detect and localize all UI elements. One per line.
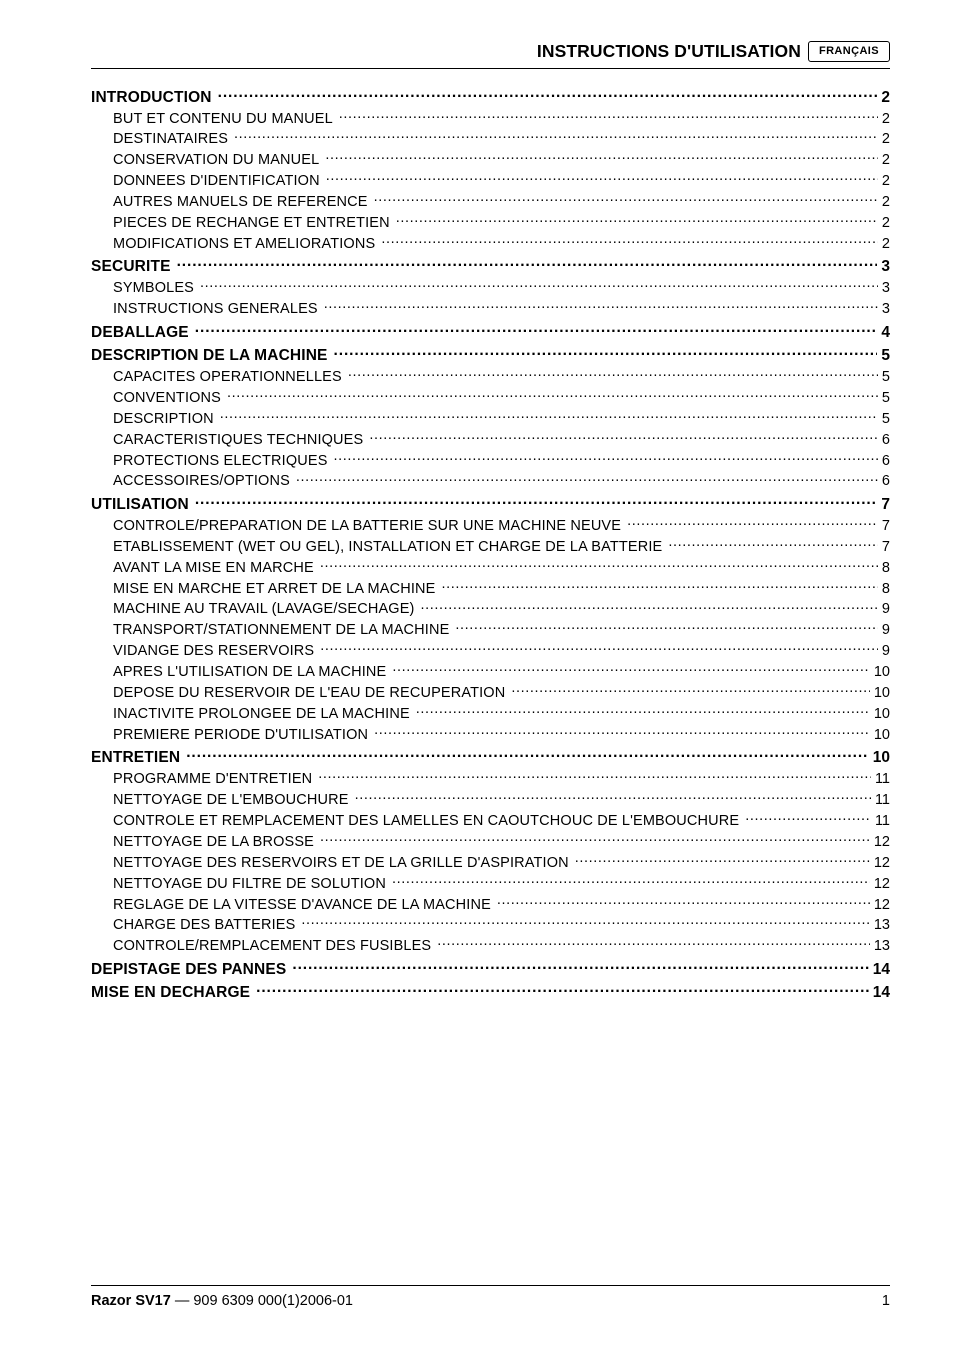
toc-section-entry: [91, 493, 890, 515]
toc-entry-label: DESTINATAIRES: [113, 131, 229, 148]
toc-entry-page: 10: [873, 664, 890, 681]
toc-subsection-entry: [91, 703, 890, 724]
toc-entry-label: DESCRIPTION DE LA MACHINE: [91, 347, 328, 365]
toc-dot-leader: [396, 212, 878, 227]
toc-entry-label: BUT ET CONTENU DU MANUEL: [113, 110, 333, 127]
table-of-contents: [91, 86, 890, 1004]
toc-dot-leader: [455, 620, 878, 635]
toc-entry-page: 8: [881, 580, 890, 597]
footer-page-number: 1: [881, 1293, 890, 1309]
toc-entry-page: 2: [881, 173, 890, 190]
toc-entry-label: CARACTERISTIQUES TECHNIQUES: [113, 431, 364, 448]
toc-entry-page: 3: [881, 258, 890, 276]
toc-subsection-entry: [91, 641, 890, 662]
toc-dot-leader: [374, 724, 870, 739]
toc-entry-page: 3: [881, 280, 890, 297]
toc-subsection-entry: [91, 408, 890, 429]
toc-section-entry: [91, 958, 890, 980]
toc-dot-leader: [497, 894, 870, 909]
toc-entry-page: 7: [881, 517, 890, 534]
toc-dot-leader: [392, 662, 870, 677]
toc-subsection-entry: [91, 150, 890, 171]
toc-entry-page: 2: [881, 194, 890, 211]
toc-dot-leader: [421, 599, 878, 614]
toc-entry-page: 9: [881, 643, 890, 660]
toc-entry-page: 6: [881, 452, 890, 469]
toc-subsection-entry: [91, 769, 890, 790]
toc-dot-leader: [320, 641, 878, 656]
toc-dot-leader: [511, 682, 870, 697]
toc-entry-label: PROGRAMME D'ENTRETIEN: [113, 771, 313, 788]
toc-entry-label: MODIFICATIONS ET AMELIORATIONS: [113, 235, 376, 252]
toc-dot-leader: [369, 429, 878, 444]
toc-subsection-entry: [91, 299, 890, 320]
toc-subsection-entry: [91, 278, 890, 299]
page-footer: [91, 1285, 890, 1310]
toc-entry-label: CONVENTIONS: [113, 389, 221, 406]
toc-subsection-entry: [91, 915, 890, 936]
toc-entry-label: CONSERVATION DU MANUEL: [113, 152, 320, 169]
toc-section-entry: [91, 256, 890, 278]
toc-dot-leader: [441, 578, 877, 593]
toc-dot-leader: [296, 471, 878, 486]
toc-dot-leader: [355, 790, 871, 805]
footer-document-id: [91, 1292, 353, 1310]
toc-entry-label: DESCRIPTION: [113, 410, 214, 427]
toc-subsection-entry: [91, 620, 890, 641]
toc-entry-page: 2: [881, 88, 890, 106]
toc-entry-label: CAPACITES OPERATIONNELLES: [113, 369, 342, 386]
toc-dot-leader: [325, 150, 878, 165]
toc-dot-leader: [292, 958, 868, 974]
toc-entry-label: PIECES DE RECHANGE ET ENTRETIEN: [113, 214, 390, 231]
toc-subsection-entry: [91, 873, 890, 894]
toc-dot-leader: [575, 852, 870, 867]
toc-entry-label: AVANT LA MISE EN MARCHE: [113, 559, 314, 576]
toc-dot-leader: [320, 557, 878, 572]
toc-entry-label: NETTOYAGE DU FILTRE DE SOLUTION: [113, 875, 386, 892]
toc-dot-leader: [218, 86, 878, 102]
toc-entry-page: 7: [881, 495, 890, 513]
toc-entry-label: SYMBOLES: [113, 280, 194, 297]
toc-subsection-entry: [91, 471, 890, 492]
footer-model: Razor SV17: [91, 1293, 171, 1309]
toc-entry-page: 5: [881, 389, 890, 406]
toc-dot-leader: [437, 936, 870, 951]
toc-subsection-entry: [91, 536, 890, 557]
toc-entry-label: INSTRUCTIONS GENERALES: [113, 301, 318, 318]
toc-entry-page: 10: [873, 726, 890, 743]
toc-entry-label: CHARGE DES BATTERIES: [113, 917, 296, 934]
toc-dot-leader: [668, 536, 878, 551]
toc-entry-label: DEPISTAGE DES PANNES: [91, 960, 287, 978]
toc-entry-label: MISE EN MARCHE ET ARRET DE LA MACHINE: [113, 580, 436, 597]
toc-entry-page: 2: [881, 110, 890, 127]
toc-subsection-entry: [91, 894, 890, 915]
toc-subsection-entry: [91, 515, 890, 536]
toc-entry-label: VIDANGE DES RESERVOIRS: [113, 643, 315, 660]
toc-dot-leader: [324, 299, 878, 314]
toc-entry-label: REGLAGE DE LA VITESSE D'AVANCE DE LA MACHINE: [113, 896, 491, 913]
toc-dot-leader: [220, 408, 878, 423]
toc-subsection-entry: [91, 367, 890, 388]
toc-entry-label: AUTRES MANUELS DE REFERENCE: [113, 194, 368, 211]
header-title: INSTRUCTIONS D'UTILISATION: [536, 41, 801, 61]
toc-entry-page: 6: [881, 473, 890, 490]
toc-subsection-entry: [91, 192, 890, 213]
toc-entry-label: MACHINE AU TRAVAIL (LAVAGE/SECHAGE): [113, 601, 415, 618]
toc-entry-label: NETTOYAGE DES RESERVOIRS ET DE LA GRILLE D'ASPIRATION: [113, 854, 569, 871]
toc-entry-label: INTRODUCTION: [91, 88, 212, 106]
toc-entry-page: 4: [881, 323, 890, 341]
toc-section-entry: [91, 982, 890, 1004]
toc-entry-label: CONTROLE/REMPLACEMENT DES FUSIBLES: [113, 938, 432, 955]
toc-dot-leader: [348, 367, 878, 382]
toc-subsection-entry: [91, 936, 890, 957]
toc-subsection-entry: [91, 429, 890, 450]
toc-entry-page: 5: [881, 347, 890, 365]
toc-subsection-entry: [91, 387, 890, 408]
toc-dot-leader: [195, 493, 878, 509]
toc-entry-page: 6: [881, 431, 890, 448]
toc-entry-label: DEBALLAGE: [91, 323, 189, 341]
toc-subsection-entry: [91, 662, 890, 683]
toc-entry-label: CONTROLE ET REMPLACEMENT DES LAMELLES EN CAOUTCHOUC DE L'EMBOUCHURE: [113, 812, 740, 829]
toc-dot-leader: [200, 278, 878, 293]
language-badge: FRANÇAIS: [808, 41, 890, 62]
toc-entry-label: SECURITE: [91, 258, 171, 276]
toc-entry-page: 12: [873, 854, 890, 871]
toc-section-entry: [91, 345, 890, 367]
toc-entry-page: 10: [873, 705, 890, 722]
toc-dot-leader: [227, 387, 878, 402]
toc-entry-page: 12: [873, 875, 890, 892]
toc-dot-leader: [234, 129, 878, 144]
toc-subsection-entry: [91, 831, 890, 852]
toc-entry-label: PREMIERE PERIODE D'UTILISATION: [113, 726, 369, 743]
toc-subsection-entry: [91, 233, 890, 254]
toc-subsection-entry: [91, 599, 890, 620]
toc-entry-label: TRANSPORT/STATIONNEMENT DE LA MACHINE: [113, 622, 450, 639]
toc-entry-label: ETABLISSEMENT (WET OU GEL), INSTALLATION ET CHARGE DE LA BATTERIE: [113, 538, 663, 555]
toc-entry-label: APRES L'UTILISATION DE LA MACHINE: [113, 664, 387, 681]
toc-entry-label: UTILISATION: [91, 495, 189, 513]
toc-subsection-entry: [91, 852, 890, 873]
toc-subsection-entry: [91, 557, 890, 578]
toc-entry-page: 14: [872, 984, 890, 1002]
toc-dot-leader: [301, 915, 869, 930]
toc-section-entry: [91, 86, 890, 108]
toc-dot-leader: [195, 321, 878, 337]
toc-entry-label: NETTOYAGE DE L'EMBOUCHURE: [113, 792, 349, 809]
toc-entry-label: NETTOYAGE DE LA BROSSE: [113, 833, 314, 850]
toc-entry-page: 3: [881, 301, 890, 318]
toc-entry-page: 12: [873, 833, 890, 850]
toc-subsection-entry: [91, 171, 890, 192]
toc-dot-leader: [318, 769, 871, 784]
toc-subsection-entry: [91, 108, 890, 129]
toc-entry-page: 13: [873, 917, 890, 934]
toc-entry-page: 8: [881, 559, 890, 576]
toc-entry-page: 2: [881, 131, 890, 148]
toc-subsection-entry: [91, 450, 890, 471]
toc-entry-page: 9: [881, 601, 890, 618]
toc-dot-leader: [416, 703, 870, 718]
toc-entry-page: 12: [873, 896, 890, 913]
toc-dot-leader: [334, 345, 878, 361]
toc-entry-label: CONTROLE/PREPARATION DE LA BATTERIE SUR UNE MACHINE NEUVE: [113, 517, 622, 534]
toc-entry-page: 2: [881, 214, 890, 231]
toc-entry-page: 5: [881, 410, 890, 427]
toc-entry-page: 11: [874, 792, 890, 809]
toc-subsection-entry: [91, 212, 890, 233]
toc-entry-label: PROTECTIONS ELECTRIQUES: [113, 452, 328, 469]
toc-subsection-entry: [91, 682, 890, 703]
toc-dot-leader: [339, 108, 878, 123]
toc-entry-label: DONNEES D'IDENTIFICATION: [113, 173, 320, 190]
toc-entry-page: 2: [881, 152, 890, 169]
toc-subsection-entry: [91, 129, 890, 150]
toc-entry-page: 11: [874, 812, 890, 829]
toc-entry-page: 13: [873, 938, 890, 955]
toc-section-entry: [91, 321, 890, 343]
toc-dot-leader: [334, 450, 878, 465]
toc-entry-page: 2: [881, 235, 890, 252]
toc-section-entry: [91, 747, 890, 769]
toc-entry-page: 11: [874, 771, 890, 788]
toc-dot-leader: [186, 747, 869, 763]
toc-dot-leader: [392, 873, 870, 888]
toc-dot-leader: [627, 515, 878, 530]
toc-entry-label: ENTRETIEN: [91, 749, 181, 767]
toc-entry-page: 7: [881, 538, 890, 555]
toc-dot-leader: [381, 233, 878, 248]
toc-entry-page: 9: [881, 622, 890, 639]
toc-entry-page: 5: [881, 369, 890, 386]
toc-entry-label: DEPOSE DU RESERVOIR DE L'EAU DE RECUPERATION: [113, 684, 506, 701]
toc-subsection-entry: [91, 810, 890, 831]
toc-dot-leader: [177, 256, 878, 272]
toc-entry-label: MISE EN DECHARGE: [91, 984, 251, 1002]
toc-dot-leader: [745, 810, 871, 825]
toc-dot-leader: [320, 831, 870, 846]
toc-dot-leader: [374, 192, 878, 207]
toc-subsection-entry: [91, 790, 890, 811]
toc-subsection-entry: [91, 578, 890, 599]
toc-entry-page: 14: [872, 960, 890, 978]
toc-entry-label: INACTIVITE PROLONGEE DE LA MACHINE: [113, 705, 410, 722]
page-header: [91, 38, 890, 69]
toc-entry-label: ACCESSOIRES/OPTIONS: [113, 473, 290, 490]
footer-code: — 909 6309 000(1)2006-01: [170, 1293, 353, 1309]
toc-entry-page: 10: [873, 684, 890, 701]
toc-dot-leader: [256, 982, 869, 998]
toc-subsection-entry: [91, 724, 890, 745]
toc-dot-leader: [326, 171, 878, 186]
toc-entry-page: 10: [872, 749, 890, 767]
